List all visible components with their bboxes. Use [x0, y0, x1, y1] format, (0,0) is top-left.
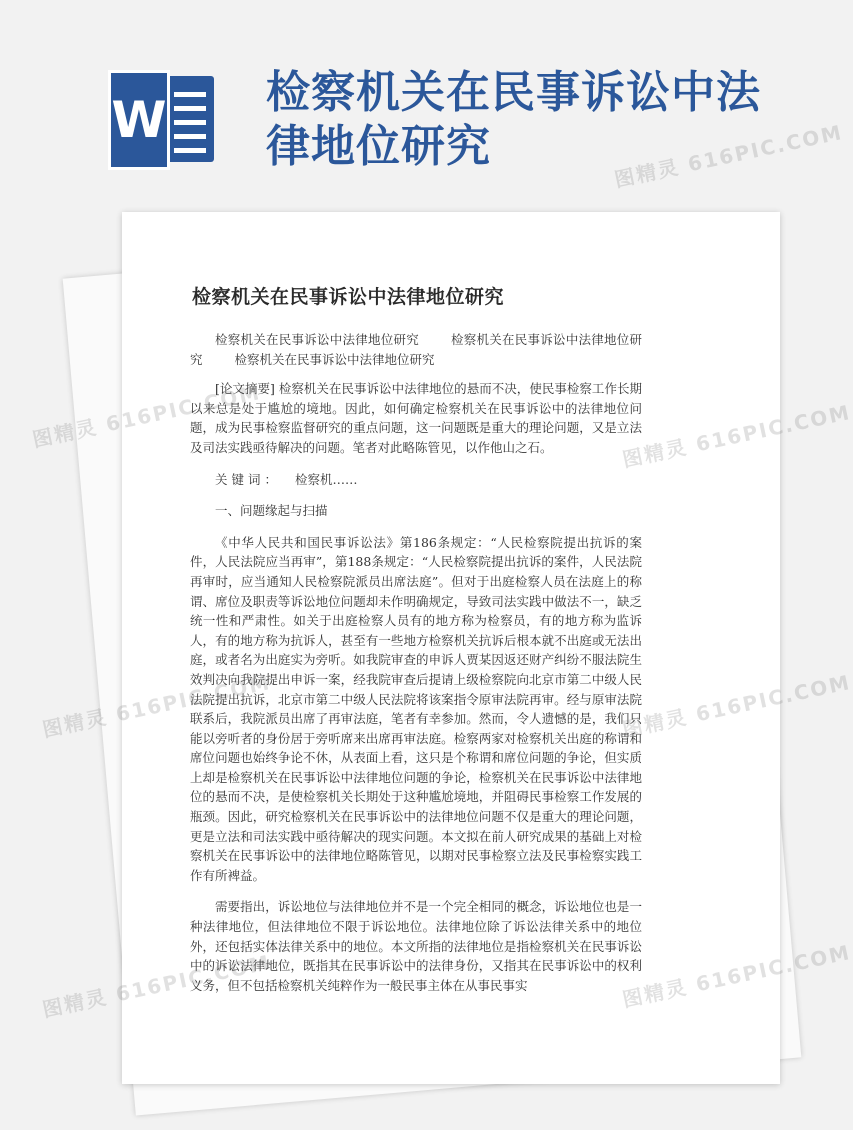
repeated-title: 检察机关在民事诉讼中法律地位研究	[215, 332, 419, 347]
watermark: 图精灵 616PIC.COM	[30, 380, 263, 452]
watermark: 图精灵 616PIC.COM	[40, 670, 273, 742]
document-page	[122, 212, 780, 1084]
word-icon-letter: W	[108, 70, 170, 170]
keywords-line	[190, 470, 642, 490]
watermark: 图精灵 616PIC.COM	[40, 950, 273, 1022]
watermark: 图精灵 616PIC.COM	[620, 940, 853, 1012]
keywords-label: 关键词：	[215, 471, 282, 487]
section-heading: 一、问题缘起与扫描	[215, 503, 328, 519]
banner-title: 检察机关在民事诉讼中法律地位研究	[266, 67, 761, 172]
repeated-title: 检察机关在民事诉讼中法律地位研究	[190, 332, 642, 367]
body-paragraph: 需要指出，诉讼地位与法律地位并不是一个完全相同的概念，诉讼地位也是一种法律地位，但法律地位不限于诉讼地位。法律地位除了诉讼法律关系中的地位外，还包括实体法律关系中的地位。本文所指的法律地位是指检察机关在民事诉讼中的诉讼法律地位，既指其在民事诉讼中的法律身份，又指其在民事诉讼中的权利义务，但不包括检察机关纯粹作为一般民事主体在从事民事实	[190, 899, 642, 993]
repeated-title: 检察机关在民事诉讼中法律地位研究	[234, 351, 435, 367]
keywords-value: 检察机……	[295, 471, 358, 487]
body-paragraph: 《中华人民共和国民事诉讼法》第186条规定：“人民检察院提出抗诉的案件，人民法院应当再审”，第188条规定：“人民检察院提出抗诉的案件，人民法院再审时，应当通知人民检察院派员出席法庭”。但对于出庭检察人员在法庭上的称谓、席位及职责等诉讼地位问题却未作明确规定，导致司法实践中做法不一，缺乏统一性和严肃性。如关于出庭检察人员有的地方称为检察员，有的地方称为监诉人，有的地方称为抗诉人，甚至有一些地方检察机关抗诉后根本就不出庭或无法出庭，或者名为出庭实为旁听。如我院审查的申诉人贾某因返还财产纠纷不服法院生效判决向我院提出申诉一案，经我院审查后提请上级检察院向北京市第二中级人民法院提出抗诉，北京市第二中级人民法院将该案指令原审法院再审。经与原审法院联系后，我院派员出席了再审法庭，笔者有幸参加。然而，令人遗憾的是，我们只能以旁听者的身份居于旁听席来出席再审法庭。检察两家对检察机关出庭的称谓和席位问题也始终争论不休，从表面上看，这只是个称谓和席位问题的争论，但实质上却是检察机关在民事诉讼中法律地位问题的争论，检察机关在民事诉讼中法律地位的悬而不决，是使检察机关长期处于这种尴尬境地，并阻碍民事检察工作发展的瓶颈。因此，研究检察机关在民事诉讼中的法律地位问题不仅是重大的理论问题，更是立法和司法实践中亟待解决的现实问题。本文拟在前人研究成果的基础上对检察机关在民事诉讼中的法律地位略陈管见，以期对民事检察立法及民事检察实践工作有所裨益。	[190, 534, 642, 883]
watermark: 图精灵 616PIC.COM	[620, 400, 853, 472]
document-title: 检察机关在民事诉讼中法律地位研究	[192, 286, 505, 308]
abstract-paragraph: [论文摘要] 检察机关在民事诉讼中法律地位的悬而不决，使民事检察工作长期以来总是处于尴尬的境地。因此，如何确定检察机关在民事诉讼中的法律地位问题，成为民事检察监督研究的重点问题，这一问题既是重大的理论问题，又是立法及司法实践亟待解决的问题。笔者对此略陈管见，以作他山之石。	[190, 381, 642, 455]
document-body	[190, 330, 642, 1007]
watermark: 图精灵 616PIC.COM	[620, 670, 853, 742]
banner	[0, 0, 800, 200]
repeated-title-line	[190, 330, 642, 369]
word-icon	[108, 70, 218, 170]
watermark: 图精灵 616PIC.COM	[612, 120, 845, 192]
